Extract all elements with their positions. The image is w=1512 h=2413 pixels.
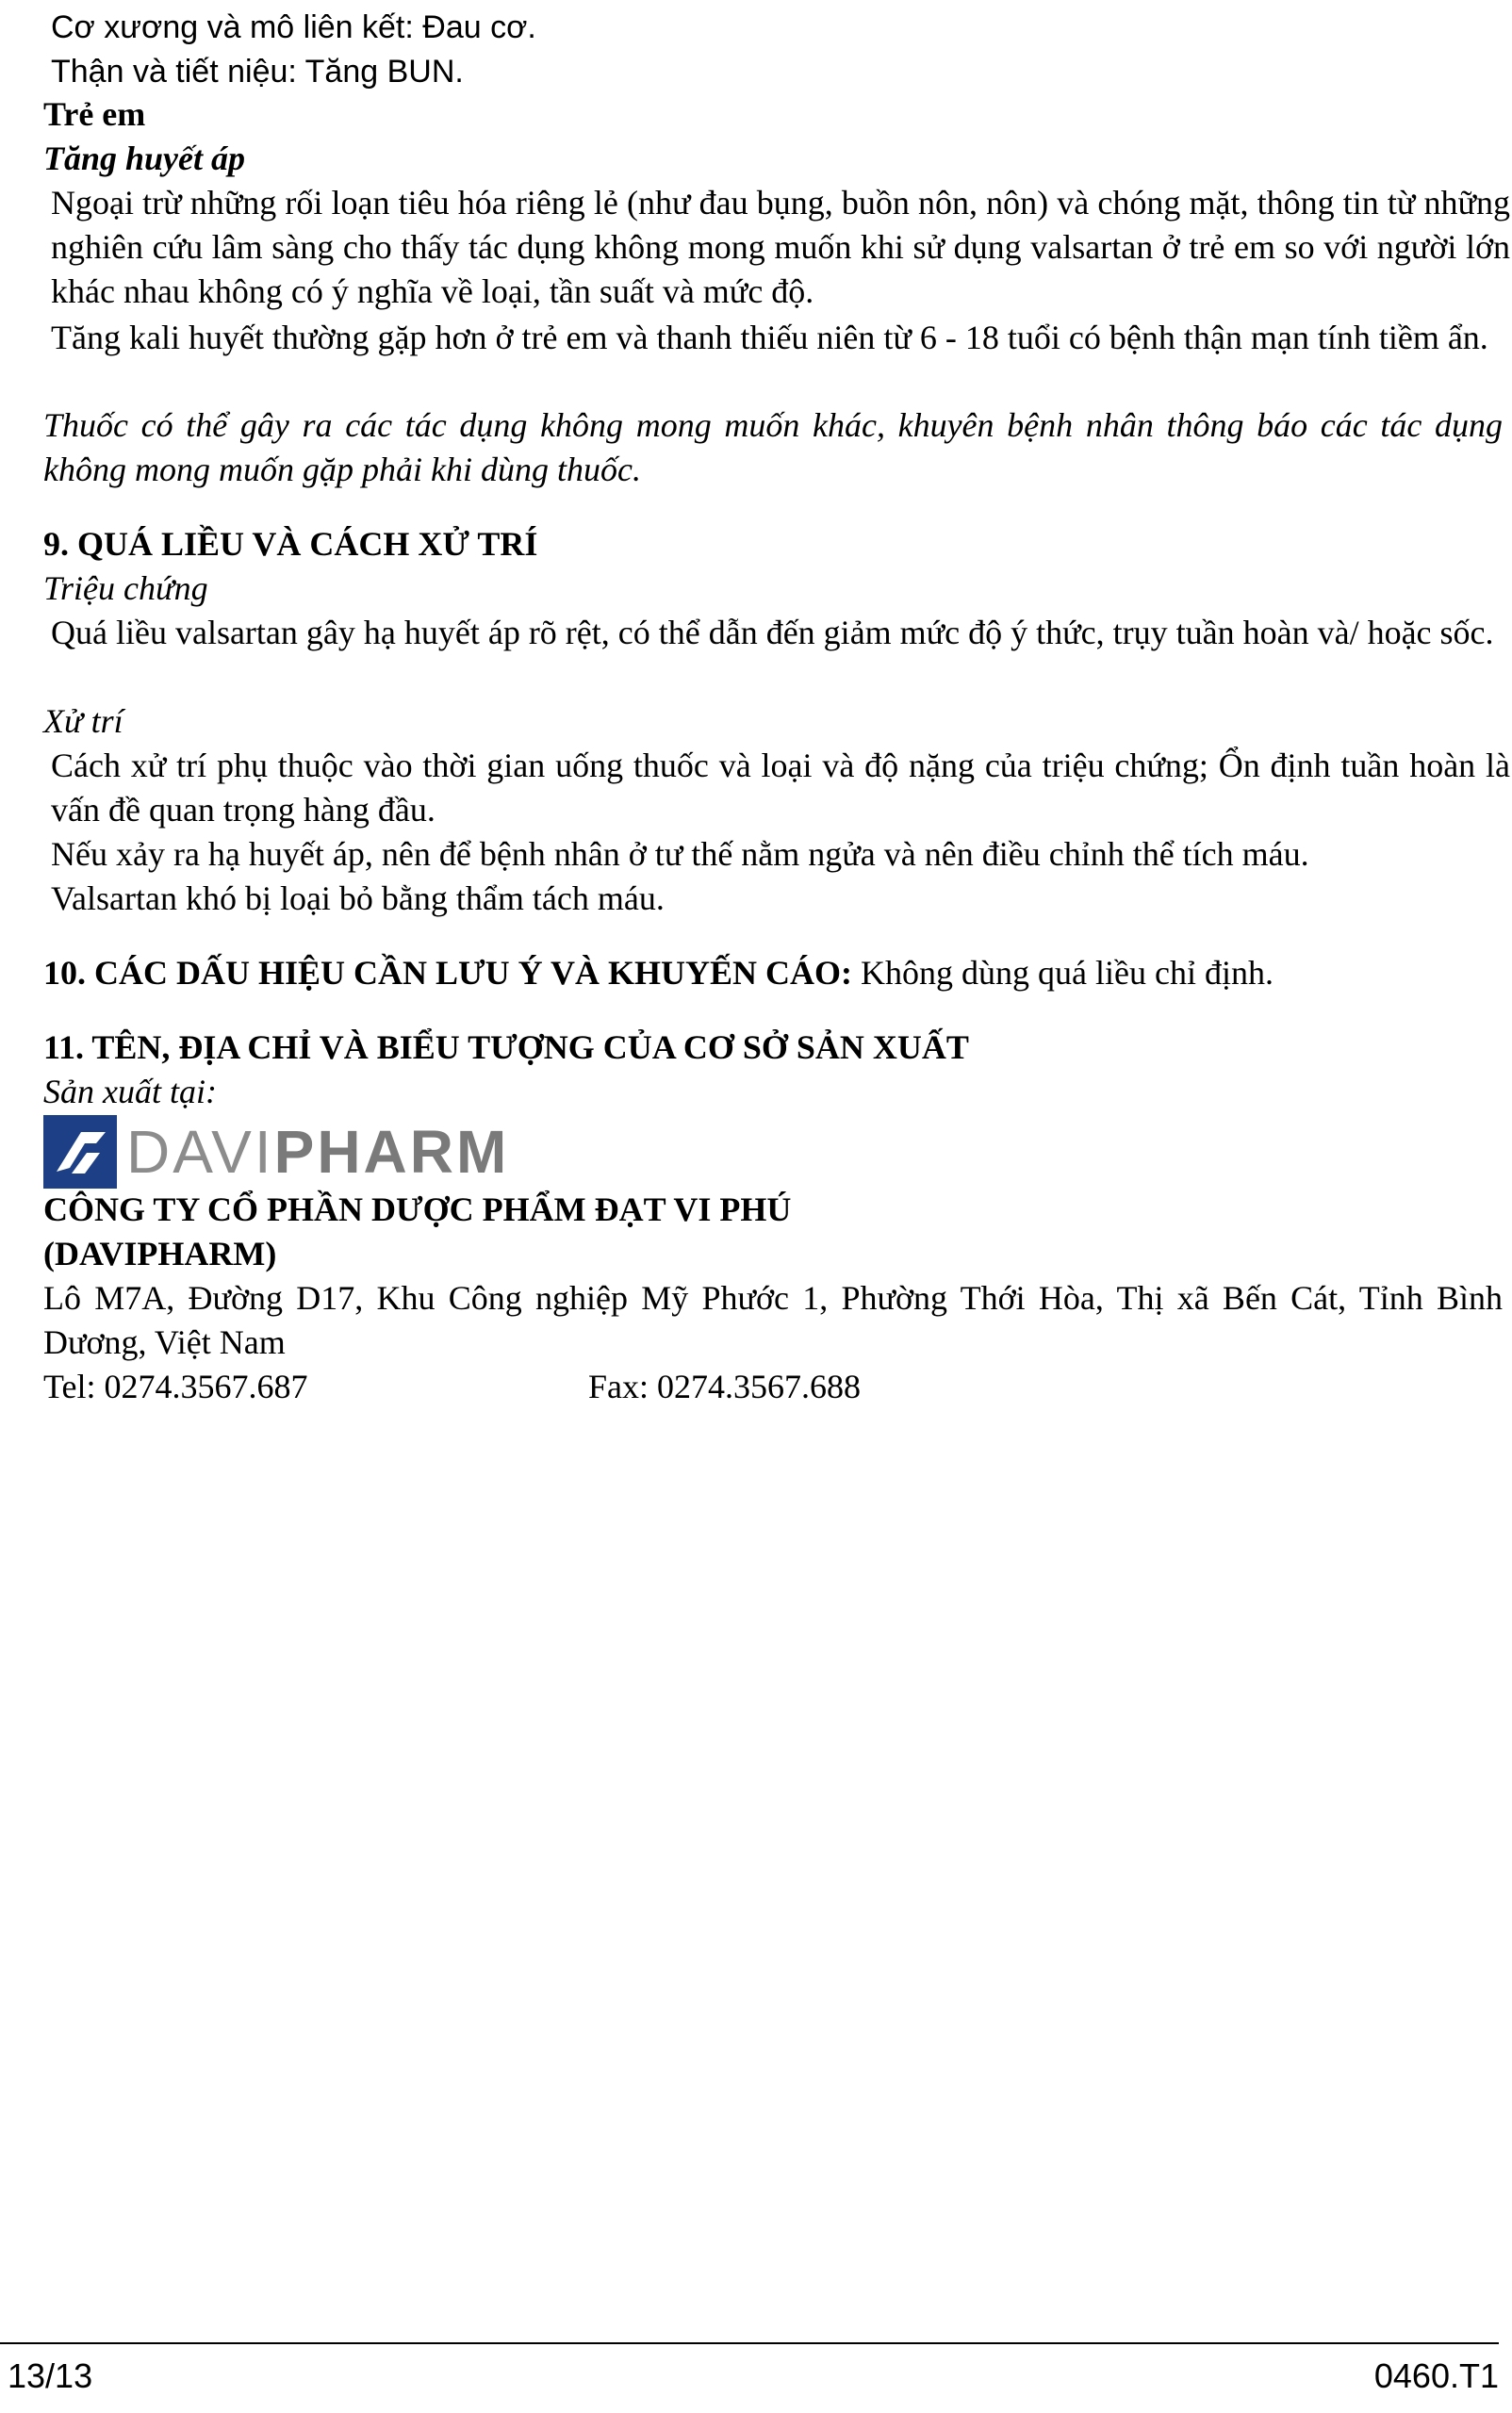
davipharm-mark-icon <box>43 1115 117 1189</box>
company-address: Lô M7A, Đường D17, Khu Công nghiệp Mỹ Phước 1, Phường Thới Hòa, Thị xã Bến Cát, Tỉnh Bình Dương, Việt Nam <box>43 1279 1503 1361</box>
children-paragraph-1: Ngoại trừ những rối loạn tiêu hóa riêng lẻ (như đau bụng, buồn nôn, nôn) và chóng mặt, thông tin từ những nghiên cứu lâm sàng cho thấy tác dụng không mong muốn khi sử dụng valsartan ở trẻ em so với người lớn khác nhau không có ý nghĩa về loại, tần suất và mức độ. <box>51 184 1510 310</box>
company-short-name: (DAVIPHARM) <box>43 1235 277 1272</box>
company-name: CÔNG TY CỔ PHẦN DƯỢC PHẨM ĐẠT VI PHÚ <box>43 1190 792 1228</box>
warnings-heading: 10. CÁC DẤU HIỆU CẦN LƯU Ý VÀ KHUYẾN CÁO: <box>43 954 853 992</box>
manufacturer-heading: 11. TÊN, ĐỊA CHỈ VÀ BIỂU TƯỢNG CỦA CƠ SỞ SẢN XUẤT <box>43 1028 969 1066</box>
wordmark-bold: PHARM <box>273 1118 510 1186</box>
children-paragraph-2: Tăng kali huyết thường gặp hơn ở trẻ em và thanh thiếu niên từ 6 - 18 tuổi có bệnh thận mạn tính tiềm ẩn. <box>51 319 1488 356</box>
adverse-effects-notice: Thuốc có thể gây ra các tác dụng không mong muốn khác, khuyên bệnh nhân thông báo các tác dụng không mong muốn gặp phải khi dùng thuốc. <box>43 406 1503 488</box>
treatment-label: Xử trí <box>43 702 123 740</box>
davipharm-wordmark <box>126 1118 510 1186</box>
tel-number: Tel: 0274.3567.687 <box>43 1368 308 1405</box>
page-number: 13/13 <box>8 2356 93 2395</box>
symptoms-label: Triệu chứng <box>43 569 208 607</box>
children-heading: Trẻ em <box>43 95 146 133</box>
davipharm-logo <box>43 1115 509 1189</box>
warnings-section <box>43 951 1503 995</box>
side-effect-renal: Thận và tiết niệu: Tăng BUN. <box>51 54 464 90</box>
footer-divider <box>0 2342 1499 2344</box>
side-effect-musculoskeletal: Cơ xương và mô liên kết: Đau cơ. <box>51 9 536 45</box>
document-code: 0460.T1 <box>1373 2356 1499 2395</box>
symptoms-text: Quá liều valsartan gây hạ huyết áp rõ rệt, có thể dẫn đến giảm mức độ ý thức, trụy tuần hoàn và/ hoặc sốc. <box>51 614 1494 651</box>
overdose-heading: 9. QUÁ LIỀU VÀ CÁCH XỬ TRÍ <box>43 525 538 563</box>
hypertension-heading: Tăng huyết áp <box>43 140 246 177</box>
wordmark-light: DAVI <box>126 1118 274 1186</box>
treatment-text-3: Valsartan khó bị loại bỏ bằng thẩm tách máu. <box>51 879 665 917</box>
treatment-text-1: Cách xử trí phụ thuộc vào thời gian uống thuốc và loại và độ nặng của triệu chứng; Ổn định tuần hoàn là vấn đề quan trọng hàng đầu. <box>51 747 1510 829</box>
fax-number: Fax: 0274.3567.688 <box>588 1368 862 1405</box>
contact-line <box>43 1365 1503 1409</box>
warnings-text: Không dùng quá liều chỉ định. <box>852 954 1274 992</box>
made-at-label: Sản xuất tại: <box>43 1073 217 1110</box>
treatment-text-2: Nếu xảy ra hạ huyết áp, nên để bệnh nhân ở tư thế nằm ngửa và nên điều chỉnh thể tích máu. <box>51 835 1309 873</box>
